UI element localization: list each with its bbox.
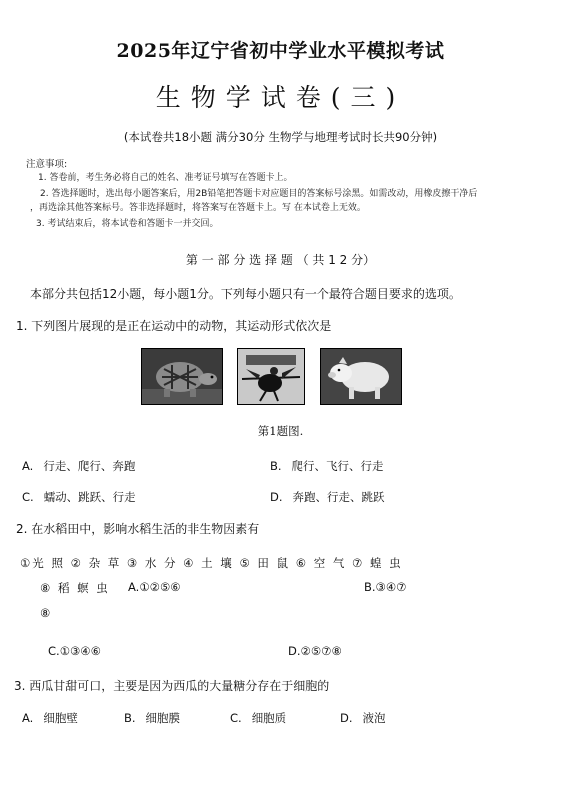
option-text: ①②⑤⑥ — [139, 580, 181, 594]
q3-option-a[interactable] — [22, 710, 78, 726]
exam-subtitle: 生物学试卷(三) — [155, 83, 406, 112]
q1-option-c[interactable] — [22, 489, 136, 505]
q3-option-c[interactable] — [230, 710, 286, 726]
q2-option-b[interactable] — [364, 580, 406, 594]
bird-image — [237, 348, 305, 405]
figure-1-caption: 第1题图. — [257, 424, 304, 438]
tortoise-image — [141, 348, 223, 405]
option-text: 细胞质 — [251, 711, 287, 725]
q2-items-line-2: ⑧ 稻 螟 虫 — [40, 581, 110, 595]
option-label: A. — [128, 580, 140, 594]
notes-title: 注意事项: — [26, 159, 68, 170]
option-label: A. — [22, 459, 34, 473]
pig-icon — [321, 349, 401, 404]
option-text: 奔跑、行走、跳跃 — [292, 490, 385, 504]
question-1-stem: 1. 下列图片展现的是正在运动中的动物，其运动形式依次是 — [16, 319, 332, 333]
q2-items-line-3: ⑧ — [40, 606, 51, 620]
option-label: B. — [270, 459, 282, 473]
option-text: ③④⑦ — [375, 580, 407, 594]
q2-option-d[interactable] — [288, 644, 342, 658]
q1-option-b[interactable] — [270, 458, 384, 474]
note-item-2-cont: ，再选涂其他答案标号。答非选择题时，将答案写在答题卡上。写 在本试卷上无效。 — [30, 203, 366, 213]
option-text: 液泡 — [362, 711, 386, 725]
q3-option-b[interactable] — [124, 710, 180, 726]
option-label: B. — [364, 580, 376, 594]
q1-option-d[interactable] — [270, 489, 385, 505]
option-label: C. — [48, 644, 60, 658]
pig-image — [320, 348, 402, 405]
note-item-3: 3. 考试结束后，将本试卷和答题卡一并交回。 — [36, 219, 219, 229]
option-label: D. — [270, 490, 283, 504]
option-text: 行走、爬行、奔跑 — [43, 459, 136, 473]
option-label: D. — [288, 644, 301, 658]
option-label: B. — [124, 711, 136, 725]
section-intro: 本部分共包括12小题，每小题1分。下列每小题只有一个最符合题目要求的选项。 — [30, 287, 461, 301]
option-label: D. — [340, 711, 353, 725]
option-text: ②⑤⑦⑧ — [300, 644, 342, 658]
q3-option-d[interactable] — [340, 710, 386, 726]
tortoise-icon — [142, 349, 222, 404]
option-label: A. — [22, 711, 34, 725]
q2-option-c[interactable] — [48, 644, 101, 658]
note-item-2: 2. 答选择题时，选出每小题答案后，用2B铅笔把答题卡对应题目的答案标号涂黑。如需改动，用橡皮擦干净后 — [40, 189, 478, 199]
question-3-stem: 3. 西瓜甘甜可口，主要是因为西瓜的大量糖分存在于细胞的 — [14, 679, 330, 693]
option-text: 蠕动、跳跃、行走 — [43, 490, 136, 504]
note-item-1: 1. 答卷前，考生务必将自己的姓名、准考证号填写在答题卡上。 — [38, 173, 293, 183]
option-text: 细胞膜 — [145, 711, 181, 725]
option-label: C. — [230, 711, 242, 725]
option-text: 爬行、飞行、行走 — [291, 459, 384, 473]
exam-title: 2025年辽宁省初中学业水平模拟考试 — [116, 40, 445, 62]
q2-items-line-1: ①光 照 ② 杂 草 ③ 水 分 ④ 土 壤 ⑤ 田 鼠 ⑥ 空 气 ⑦ 蝗 虫 — [20, 556, 403, 570]
option-text: 细胞壁 — [43, 711, 78, 725]
option-label: C. — [22, 490, 34, 504]
question-2-stem: 2. 在水稻田中，影响水稻生活的非生物因素有 — [16, 522, 260, 536]
section-title: 第 一 部 分 选 择 题 （ 共 1 2 分） — [185, 253, 376, 267]
exam-info: (本试卷共18小题 满分30分 生物学与地理考试时长共90分钟) — [123, 130, 438, 144]
q1-option-a[interactable] — [22, 458, 135, 474]
option-text: ①③④⑥ — [59, 644, 101, 658]
flying-bird-icon — [238, 349, 304, 404]
q2-option-a[interactable] — [128, 580, 181, 594]
